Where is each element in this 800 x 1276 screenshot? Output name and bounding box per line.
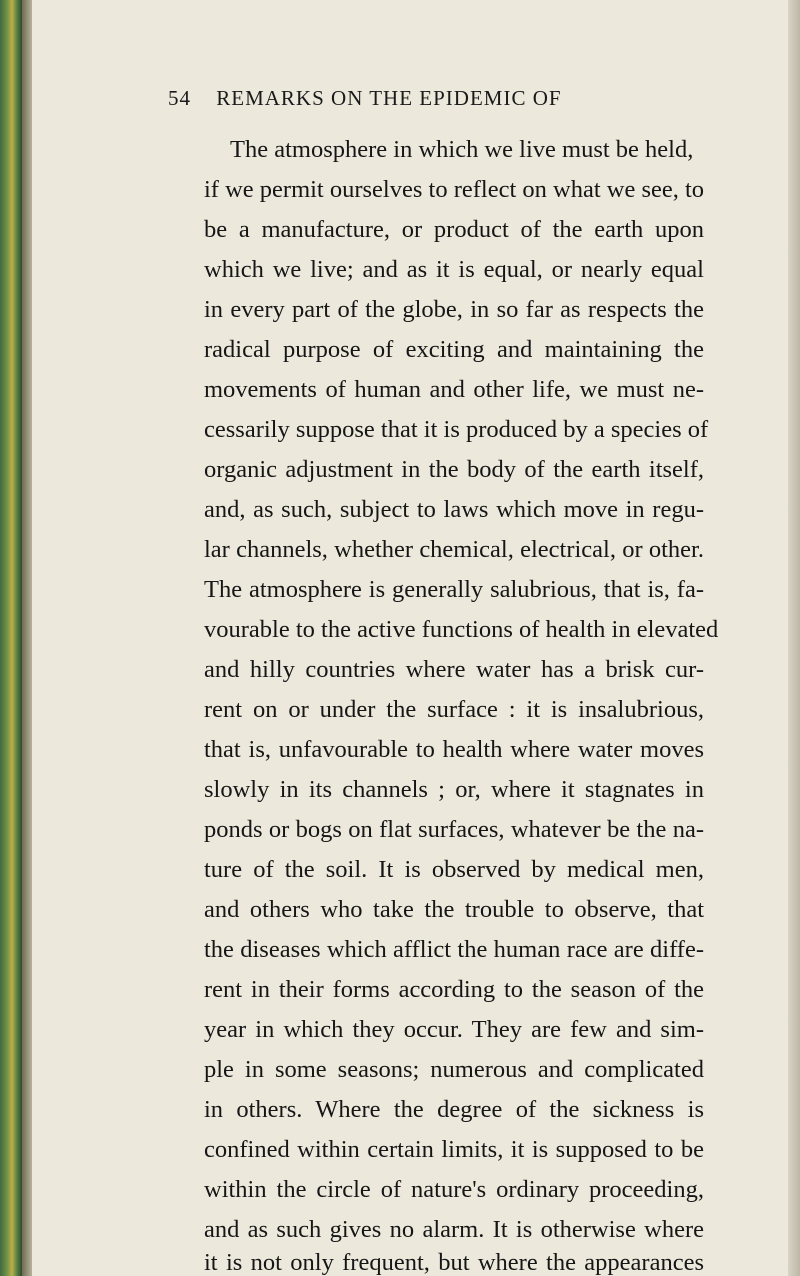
text-line: confined within certain limits, it is supposed to be [204, 1136, 704, 1163]
running-title: REMARKS ON THE EPIDEMIC OF [216, 86, 562, 110]
text-line: and others who take the trouble to observe, that [204, 896, 704, 923]
text-line: and hilly countries where water has a brisk cur- [204, 656, 704, 683]
text-line: slowly in its channels ; or, where it stagnates in [204, 776, 704, 803]
text-line: The atmosphere is generally salubrious, that is, fa- [204, 576, 704, 603]
text-line: in others. Where the degree of the sickness is [204, 1096, 704, 1123]
text-line: the diseases which afflict the human race are diffe- [204, 936, 704, 963]
book-spine [0, 0, 22, 1276]
text-line: cessarily suppose that it is produced by a species of [204, 416, 709, 443]
text-line: within the circle of nature's ordinary proceeding, [204, 1176, 704, 1203]
text-line: radical purpose of exciting and maintaining the [204, 336, 704, 363]
text-line: if we permit ourselves to reflect on what we see, to [204, 176, 705, 203]
text-line: rent on or under the surface : it is insalubrious, [204, 696, 704, 723]
text-line: organic adjustment in the body of the earth itself, [204, 456, 704, 483]
text-line: ponds or bogs on flat surfaces, whatever be the na- [204, 816, 704, 843]
gutter-shadow [22, 0, 32, 1276]
text-line: it is not only frequent, but where the appearances [204, 1249, 704, 1276]
page-number: 54 [168, 86, 191, 110]
text-line: and as such gives no alarm. It is otherwise where [204, 1216, 704, 1243]
text-line: and, as such, subject to laws which move in regu- [204, 496, 704, 523]
text-line: lar channels, whether chemical, electrical, or other. [204, 536, 704, 563]
text-line: rent in their forms according to the season of the [204, 976, 704, 1003]
text-line: The atmosphere in which we live must be held, [230, 136, 694, 163]
text-line: that is, unfavourable to health where water moves [204, 736, 704, 763]
text-line: year in which they occur. They are few and sim- [204, 1016, 704, 1043]
text-line: ple in some seasons; numerous and complicated [204, 1056, 704, 1083]
text-line: vourable to the active functions of health in elevated [204, 616, 719, 643]
text-line: ture of the soil. It is observed by medical men, [204, 856, 704, 883]
page-edge [788, 0, 800, 1276]
text-line: which we live; and as it is equal, or nearly equal [204, 256, 704, 283]
text-line: movements of human and other life, we must ne- [204, 376, 704, 403]
text-line: be a manufacture, or product of the earth upon [204, 216, 704, 243]
running-header [168, 86, 728, 120]
text-line: in every part of the globe, in so far as respects the [204, 296, 704, 323]
